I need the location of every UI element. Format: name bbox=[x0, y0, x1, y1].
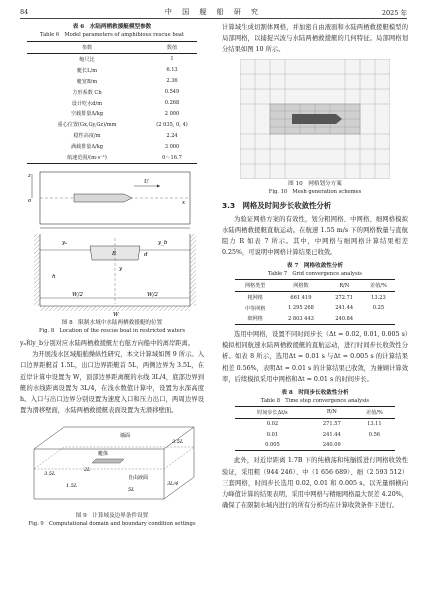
y-label: y bbox=[119, 265, 123, 272]
table-cell: 271.57 bbox=[322, 421, 341, 428]
table7-caption-cn: 表 7 网格收敛性分析 bbox=[286, 263, 344, 270]
u-label: U bbox=[144, 178, 149, 185]
table-cell: 6.13 bbox=[166, 67, 178, 74]
table7-header: R/N bbox=[327, 280, 362, 292]
table6-header-param: 参数 bbox=[27, 42, 147, 54]
l34-label: 3L/4 bbox=[167, 481, 179, 488]
fig9-caption-cn: 图 9 计算域及边界条件设置 bbox=[75, 513, 149, 520]
free-surface-plane bbox=[34, 447, 194, 469]
paragraph: 计算域生成切割体网格，并加密自由液面和水陆两栖救援艇模型的局部网格，以捕捉兴波与水陆两栖救援艇的几何特征。局部网格划分结果如图 10 所示。 bbox=[222, 24, 408, 54]
w2a-label: W/2 bbox=[72, 291, 84, 298]
left-bank bbox=[34, 234, 40, 306]
table-cell: 艇宽B/m bbox=[76, 78, 98, 85]
table-cell: 0～16.7 bbox=[162, 154, 182, 161]
table-cell: 1 295 268 bbox=[287, 305, 314, 312]
wall-label: 墙面 bbox=[120, 433, 131, 440]
table-row bbox=[27, 130, 197, 141]
table-row bbox=[27, 119, 197, 130]
table-cell: 0.25 bbox=[372, 305, 385, 312]
table-row bbox=[235, 313, 395, 324]
o-label: o bbox=[28, 197, 32, 204]
table-cell: 0.005 bbox=[265, 442, 280, 449]
table-row bbox=[27, 54, 197, 65]
x-label: x bbox=[182, 199, 186, 206]
table-row bbox=[235, 418, 395, 429]
table-cell: 241.44 bbox=[335, 305, 354, 312]
l35a-label: 3.5L bbox=[44, 471, 56, 478]
table7-caption-en: Table 7 Grid convergence analysis bbox=[268, 271, 362, 278]
table-cell: 缩尺比 bbox=[79, 56, 95, 63]
table-cell: 240.09 bbox=[322, 442, 341, 449]
table-cell: 空载排量Δ/kg bbox=[70, 111, 104, 118]
table-row bbox=[27, 108, 197, 119]
year: 2025 年 bbox=[381, 9, 407, 17]
table-cell: 中等网格 bbox=[244, 305, 266, 312]
table-row bbox=[235, 429, 395, 440]
running-header bbox=[20, 6, 407, 19]
table7 bbox=[235, 279, 395, 325]
table-cell: 满载排量Δ/kg bbox=[70, 144, 104, 151]
table8-header: 时间步长Δt/s bbox=[235, 406, 310, 418]
table-cell: 0.549 bbox=[164, 89, 180, 96]
table-cell: (2 035, 0, 4) bbox=[156, 121, 188, 128]
table8-header: R/N bbox=[310, 406, 354, 418]
h-label: h bbox=[52, 273, 56, 280]
journal-name: 中 国 舰 船 研 究 bbox=[164, 8, 263, 16]
hull-label: 艇体 bbox=[98, 451, 109, 458]
free-surface-label: 自由液面 bbox=[128, 475, 149, 482]
table-cell bbox=[354, 440, 395, 451]
table8-caption-en: Table 8 Time step convergence analysis bbox=[260, 397, 370, 404]
table8-header: 差值/% bbox=[354, 406, 395, 418]
table-row bbox=[27, 152, 197, 163]
table-row bbox=[27, 87, 197, 98]
hull-shape bbox=[92, 459, 124, 463]
table-cell: 1 bbox=[170, 56, 174, 63]
table-cell: 方形系数 Cb bbox=[72, 89, 102, 96]
table-cell: 粗网格 bbox=[247, 295, 263, 302]
d-label: d bbox=[144, 251, 148, 258]
table-cell: 272.71 bbox=[335, 294, 354, 301]
boat-top-view bbox=[74, 194, 132, 202]
right-column bbox=[222, 22, 408, 511]
table6 bbox=[27, 41, 197, 164]
table-cell: 2.24 bbox=[166, 132, 178, 139]
yb-label: y_b bbox=[158, 239, 168, 246]
z-label: z bbox=[28, 172, 31, 179]
table-row bbox=[27, 141, 197, 152]
table-row bbox=[27, 65, 197, 76]
table-cell: 设计吃水d/m bbox=[71, 100, 103, 107]
table-cell: 稳性高度/m bbox=[73, 133, 101, 140]
table-cell: 3 000 bbox=[164, 143, 180, 150]
fig9-caption-en: Fig. 9 Computational domain and boundary condition settings bbox=[28, 521, 196, 528]
table-row bbox=[235, 303, 395, 314]
table-cell: 2 000 bbox=[164, 110, 180, 117]
channel-bottom bbox=[40, 306, 190, 311]
ya-label: yₐ bbox=[62, 239, 68, 246]
table8 bbox=[235, 406, 395, 452]
l35b-label: 3.5L bbox=[172, 439, 184, 446]
table6-header-value: 数值 bbox=[147, 42, 197, 54]
table-cell: 241.44 bbox=[322, 431, 341, 438]
table-row bbox=[27, 76, 197, 87]
paragraph: 此外，对近岸距离 1.7B 下的纯横荡和纯艏摇进行网格收敛性验证，采用粗（944 246）、中（1 656 689）、细（2 593 512）三套网格，时间步长选用 0.02, 0.01 和 0.005 s。以无量纲横向力峰值计算的结果表明，采用中网格与精细网格最大误差 4.20%，确保了在限制水域内进行的所有分析均在计算收敛条件下进行。 bbox=[222, 457, 408, 510]
table6-caption-cn: 表 6 水陆两栖救援艇模型参数 bbox=[72, 24, 152, 30]
table8-caption-cn: 表 8 时间步长收敛性分析 bbox=[281, 389, 349, 396]
domain-top bbox=[34, 427, 194, 449]
table6-caption-en: Table 6 Model parameters of amphibious rescue boat bbox=[40, 32, 184, 38]
w-label: W bbox=[113, 311, 119, 318]
table-row bbox=[235, 292, 395, 303]
left-column bbox=[20, 22, 204, 527]
table-cell: 0.02 bbox=[266, 421, 279, 428]
table-cell bbox=[362, 313, 395, 324]
fig10-mesh-image bbox=[240, 59, 390, 179]
fig10-caption-en: Fig. 10 Mesh generation schemes bbox=[268, 188, 362, 195]
paragraph: 选用中网格，设置不同时间步长（Δt = 0.02, 0.01, 0.005 s）模拟相同航速水陆两栖救援艇的直航运动，进行时间步长收敛性分析。如表 8 所示，选用Δt = 0.01 s 与Δt = 0.005 s 的计算结果相差 0.56%，表明Δt = 0.01 s 的计算结果已收敛，为兼顾计算效率，后续模拟采用中网格和Δt = 0.01 s 的时间步长。 bbox=[222, 330, 408, 383]
fig9-diagram bbox=[24, 419, 200, 511]
table-cell: 2.36 bbox=[166, 78, 178, 85]
table-cell: 661 419 bbox=[290, 294, 312, 301]
table-row bbox=[235, 440, 395, 451]
l5-label: 5L bbox=[128, 487, 135, 494]
fig8-caption-cn: 图 8 限制水域中水陆两栖救援艇的位置 bbox=[61, 319, 163, 326]
fig8-caption-en: Fig. 8 Location of the rescue boat in restricted waters bbox=[38, 327, 185, 334]
right-bank bbox=[190, 234, 196, 306]
b-label: B bbox=[112, 250, 117, 257]
w2b-label: W/2 bbox=[147, 291, 159, 298]
page-number: 84 bbox=[20, 8, 29, 16]
table-cell: 0.268 bbox=[164, 100, 180, 106]
l15-label: 1.5L bbox=[66, 483, 78, 490]
paragraph: 为开展浅水区域船舶操纵性研究，本文计算域如图 9 所示。入口边界距艇首 1.5L，出口边界距艇首 5L，两侧边界为 3.5L，在近岸计算中设置为 W，顶部边界距离艇的水线 3L/4，底部边界到艇的水线距离设置为 3L/4，在浅水数值计算中，设置为水深高度 h。入口与出口边界分别设置为速度入口和压力出口，两周边界设置为滑移壁面，水陆两栖救援艇表面设置为无滑移壁面。 bbox=[20, 351, 204, 415]
table-cell: 艇长L/m bbox=[76, 67, 98, 74]
section-heading: 3.3 网格及时间步长收敛性分析 bbox=[222, 200, 332, 210]
table7-header: 网格类型 bbox=[235, 280, 275, 292]
boat-mesh bbox=[292, 114, 342, 124]
table7-header: 网格数 bbox=[275, 280, 326, 292]
table-cell: 13.23 bbox=[371, 294, 386, 301]
table-cell: 13.11 bbox=[367, 421, 382, 428]
table-cell: 重心位置(Gx,Gy,Gz)/mm bbox=[57, 122, 117, 129]
table-cell: 细网格 bbox=[247, 316, 263, 323]
symbol-label: 2L bbox=[84, 467, 91, 474]
paragraph: yₐ和y_b分别对应水陆两栖救援艇左右舷方向船中的离岸距离。 bbox=[20, 339, 195, 347]
arrow-head bbox=[157, 184, 160, 187]
fig8-diagram bbox=[22, 168, 202, 318]
table-cell: 0.01 bbox=[266, 431, 279, 438]
table-cell: 航速范围/(m·s⁻¹) bbox=[67, 154, 107, 161]
paragraph: 为验证网格方案的有效性，划分粗网格、中网格、细网格模拟水陆两栖救援艇直航运动。在航速 1.55 m/s 下的网格数量与直航阻力 R 如表 7 所示。其中，中网格与细网格计算结果相差 0.25%，可说明中网格计算结果已收敛。 bbox=[222, 215, 408, 257]
fig10-caption-cn: 图 10 网格划分方案 bbox=[288, 180, 342, 187]
table7-header: 差值/% bbox=[362, 280, 395, 292]
table-row bbox=[27, 98, 197, 109]
table-cell: 240.84 bbox=[335, 315, 354, 322]
table-cell: 0.56 bbox=[368, 431, 381, 438]
table-cell: 2 803 443 bbox=[287, 315, 314, 322]
